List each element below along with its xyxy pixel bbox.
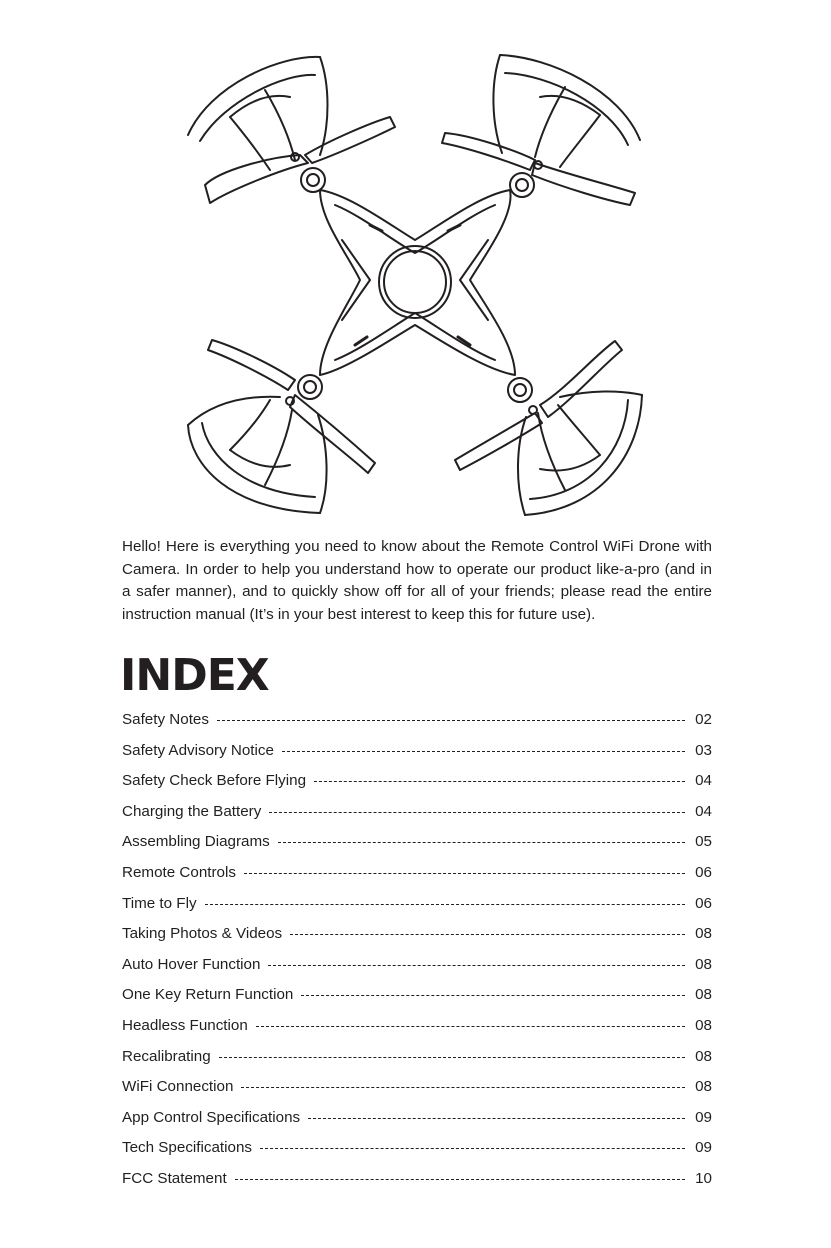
toc-item[interactable] [122, 1139, 712, 1170]
toc-item[interactable] [122, 742, 712, 773]
toc-item-page: 10 [695, 1169, 712, 1187]
toc-item-label: FCC Statement [122, 1169, 227, 1187]
toc-item-label: Safety Check Before Flying [122, 772, 307, 790]
toc-item-page: 08 [695, 986, 712, 1004]
drone-body [298, 168, 534, 402]
toc-item[interactable] [122, 925, 712, 956]
toc-item[interactable] [122, 864, 712, 895]
toc-item-page: 05 [695, 833, 712, 851]
toc-leader [308, 1118, 685, 1119]
toc-item-label: Charging the Battery [122, 802, 262, 820]
toc-item-page: 08 [695, 925, 712, 943]
toc-item-label: Remote Controls [122, 863, 236, 881]
toc-item-label: Time to Fly [122, 894, 197, 912]
toc-item-label: Headless Function [122, 1016, 248, 1034]
toc-item-page: 04 [695, 772, 712, 790]
toc-item-page: 08 [695, 1047, 712, 1065]
toc-item[interactable] [122, 1109, 712, 1140]
toc-leader [282, 751, 685, 752]
toc-item-label: Taking Photos & Videos [122, 925, 283, 943]
toc-item-page: 06 [695, 894, 712, 912]
toc-leader [290, 934, 685, 935]
toc-leader [278, 842, 685, 843]
toc-item-page: 08 [695, 955, 712, 973]
toc-item[interactable] [122, 895, 712, 926]
toc-item-page: 04 [695, 802, 712, 820]
toc-leader [219, 1057, 685, 1058]
toc-item[interactable] [122, 1017, 712, 1048]
toc-item[interactable] [122, 711, 712, 742]
toc-item-label: Auto Hover Function [122, 955, 261, 973]
toc-item-label: App Control Specifications [122, 1108, 301, 1126]
toc-leader [268, 965, 685, 966]
toc-item-label: Tech Specifications [122, 1139, 253, 1157]
toc-item[interactable] [122, 1170, 712, 1201]
toc-item[interactable] [122, 803, 712, 834]
toc-item[interactable] [122, 1078, 712, 1109]
toc-leader [217, 720, 685, 721]
index-heading: INDEX [120, 650, 269, 701]
toc-leader [256, 1026, 685, 1027]
toc-leader [269, 812, 685, 813]
toc-leader [314, 781, 685, 782]
intro-paragraph: Hello! Here is everything you need to know about the Remote Control WiFi Drone with Camera. In order to help you understand how to operate our product like-a-pro (and in a safer manner), and to quickly show off for all of your friends; please read the entire instruction manual (It’s in your best interest to keep this for future use). [122, 538, 712, 623]
toc-leader [301, 995, 685, 996]
toc-item[interactable] [122, 986, 712, 1017]
toc-item[interactable] [122, 1048, 712, 1079]
toc-item-page: 08 [695, 1078, 712, 1096]
toc-item-label: WiFi Connection [122, 1078, 234, 1096]
toc-leader [235, 1179, 685, 1180]
toc-item[interactable] [122, 833, 712, 864]
toc-item-page: 06 [695, 863, 712, 881]
toc-leader [241, 1087, 685, 1088]
toc-item-label: Safety Advisory Notice [122, 741, 274, 759]
guard-bottom-left [188, 397, 327, 513]
toc-item-page: 09 [695, 1139, 712, 1157]
table-of-contents [122, 711, 712, 1201]
guard-top-right [493, 55, 640, 167]
toc-item-label: Assembling Diagrams [122, 833, 270, 851]
toc-item-label: Recalibrating [122, 1047, 211, 1065]
toc-item-label: One Key Return Function [122, 986, 294, 1004]
toc-item-label: Safety Notes [122, 711, 209, 728]
toc-item-page: 09 [695, 1108, 712, 1126]
toc-item[interactable] [122, 956, 712, 987]
toc-leader [260, 1148, 685, 1149]
toc-leader [205, 904, 686, 905]
toc-item-page: 08 [695, 1016, 712, 1034]
toc-item-page: 02 [695, 711, 712, 728]
toc-item[interactable] [122, 772, 712, 803]
toc-leader [244, 873, 685, 874]
drone-illustration [170, 45, 660, 525]
propeller-top-left [205, 117, 395, 203]
toc-item-page: 03 [695, 741, 712, 759]
